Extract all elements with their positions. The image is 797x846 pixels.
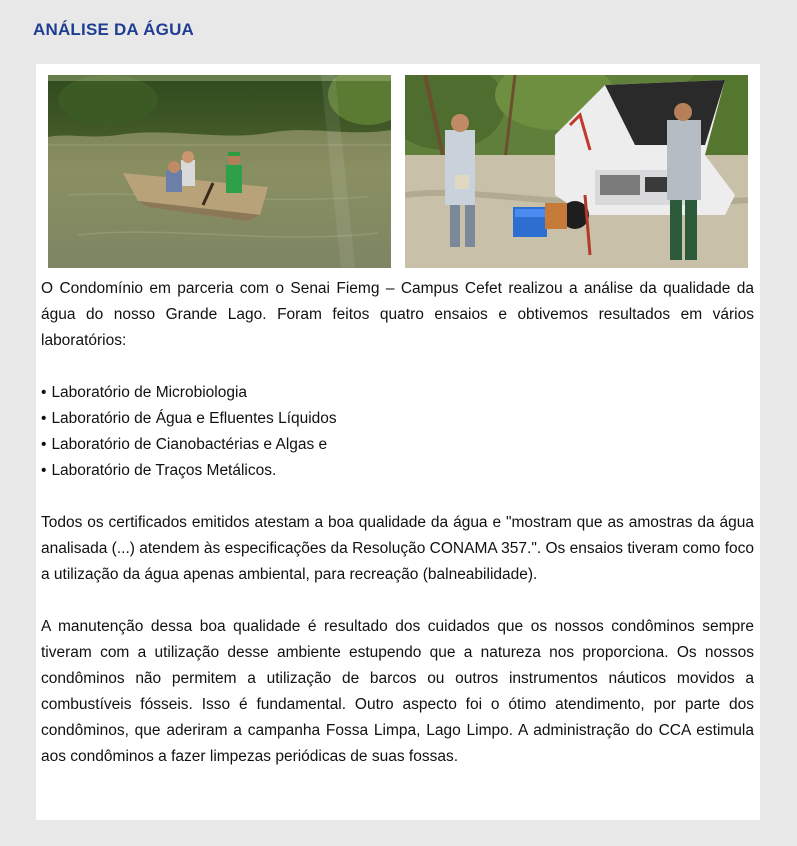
article-body [41,276,754,770]
lab-list [41,380,754,484]
lab-name: Laboratório de Traços Metálicos. [51,462,277,479]
paragraph-spacer [41,354,754,380]
lab-name: Laboratório de Água e Efluentes Líquidos [51,410,337,427]
lab-name: Laboratório de Cianobactérias e Algas e [51,436,328,453]
lab-name: Laboratório de Microbiologia [51,384,248,401]
certificates-paragraph: Todos os certificados emitidos atestam a boa qualidade da água e "mostram que as amostras da água analisada (...) atendem às especificações da Resolução CONAMA 357.". Os ensaios tiveram como foco a utilização da água apenas ambiental, para recreação (balneabilidade). [41,514,754,583]
lake-boat-photo [48,75,391,268]
page-title: ANÁLISE DA ÁGUA [33,20,195,39]
lab-sampling-photo [405,75,748,268]
list-item [41,432,754,458]
article-panel [36,64,760,820]
bullet-point: • [41,436,47,453]
list-item [41,380,754,406]
list-item [41,458,754,484]
intro-paragraph: O Condomínio em parceria com o Senai Fiemg – Campus Cefet realizou a análise da qualidade da água do nosso Grande Lago. Foram feitos quatro ensaios e obtivemos resultados em vários laboratórios: [41,280,754,349]
list-item [41,406,754,432]
maintenance-paragraph: A manutenção dessa boa qualidade é resultado dos cuidados que os nossos condôminos sempre tiveram com a utilização desse ambiente estupendo que a natureza nos proporciona. Os nossos condôminos não permitem a utilização de barcos ou outros instrumentos náuticos movidos a combustíveis fósseis. Isso é fundamental. Outro aspecto foi o ótimo atendimento, por parte dos condôminos, que aderiram a campanha Fossa Limpa, Lago Limpo. A administração do CCA estimula aos condôminos a fazer limpezas periódicas de suas fossas. [41,618,754,765]
paragraph-spacer [41,588,754,614]
bullet-point: • [41,410,47,427]
bullet-point: • [41,384,47,401]
paragraph-spacer [41,484,754,510]
bullet-point: • [41,462,47,479]
